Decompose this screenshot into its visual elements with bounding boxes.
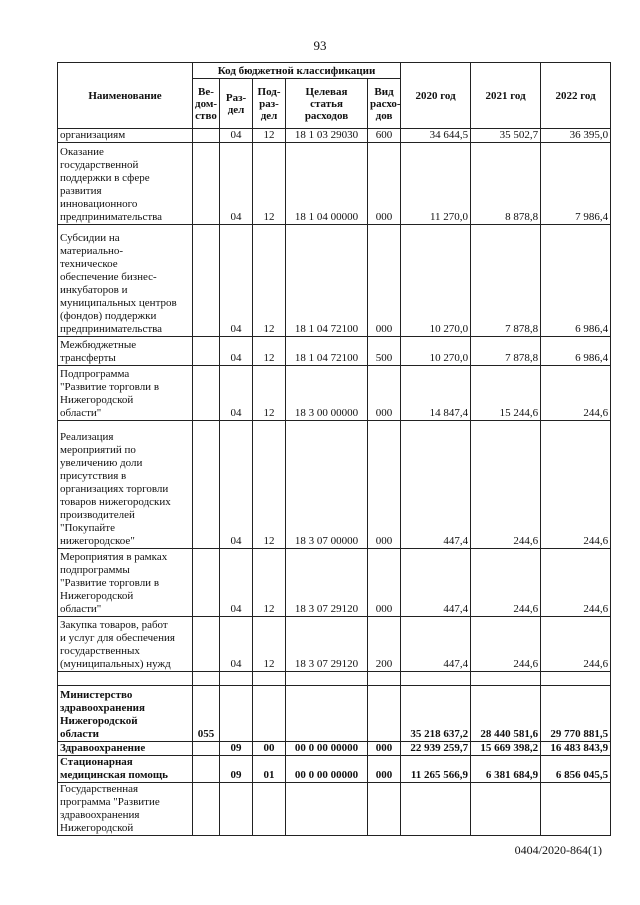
cell-target: 18 3 00 00000 <box>286 366 368 421</box>
cell-razdel: 04 <box>220 337 253 366</box>
cell-podrazdel: 01 <box>253 756 286 783</box>
cell-ved <box>193 783 220 836</box>
cell-podrazdel: 00 <box>253 742 286 756</box>
cell-y2022: 29 770 881,5 <box>541 686 611 742</box>
cell-podrazdel: 12 <box>253 337 286 366</box>
document-code: 0404/2020-864(1) <box>514 843 602 857</box>
cell-ved <box>193 421 220 549</box>
cell-y2022: 16 483 843,9 <box>541 742 611 756</box>
cell-razdel <box>220 686 253 742</box>
cell-razdel: 04 <box>220 366 253 421</box>
cell-name: Государственная программа "Развитие здравоохранения Нижегородской <box>58 783 193 836</box>
header-2021: 2021 год <box>471 63 541 129</box>
cell-podrazdel <box>253 672 286 686</box>
cell-y2021 <box>471 672 541 686</box>
cell-y2020 <box>401 783 471 836</box>
cell-podrazdel: 12 <box>253 617 286 672</box>
cell-vid <box>368 686 401 742</box>
cell-name: Оказание государственной поддержки в сфере развития инновационного предпринимательства <box>58 143 193 225</box>
cell-vid: 000 <box>368 143 401 225</box>
cell-target: 18 1 04 72100 <box>286 337 368 366</box>
header-podrazdel: Под- раз- дел <box>253 79 286 129</box>
header-target: Целевая статья расходов <box>286 79 368 129</box>
table-row <box>58 686 611 742</box>
cell-y2020: 447,4 <box>401 617 471 672</box>
cell-razdel: 04 <box>220 225 253 337</box>
cell-y2022: 6 856 045,5 <box>541 756 611 783</box>
header-2022: 2022 год <box>541 63 611 129</box>
cell-vid: 000 <box>368 421 401 549</box>
cell-y2022: 7 986,4 <box>541 143 611 225</box>
header-ved: Ве- дом- ство <box>193 79 220 129</box>
cell-y2021: 8 878,8 <box>471 143 541 225</box>
table-row <box>58 225 611 337</box>
header-vid: Вид расхо- дов <box>368 79 401 129</box>
cell-vid: 000 <box>368 549 401 617</box>
cell-y2020: 447,4 <box>401 549 471 617</box>
cell-target: 18 1 04 72100 <box>286 225 368 337</box>
table-row <box>58 337 611 366</box>
cell-podrazdel: 12 <box>253 549 286 617</box>
cell-ved <box>193 366 220 421</box>
cell-name <box>58 672 193 686</box>
cell-name: Межбюджетные трансферты <box>58 337 193 366</box>
cell-podrazdel <box>253 686 286 742</box>
cell-name: Подпрограмма "Развитие торговли в Нижегородской области" <box>58 366 193 421</box>
cell-target: 00 0 00 00000 <box>286 742 368 756</box>
cell-podrazdel: 12 <box>253 225 286 337</box>
cell-y2021: 35 502,7 <box>471 129 541 143</box>
cell-y2021: 7 878,8 <box>471 337 541 366</box>
cell-name: Министерство здравоохранения Нижегородской области <box>58 686 193 742</box>
page-number: 93 <box>313 38 327 53</box>
header-2020: 2020 год <box>401 63 471 129</box>
cell-y2020: 35 218 637,2 <box>401 686 471 742</box>
cell-y2022: 36 395,0 <box>541 129 611 143</box>
cell-y2021: 28 440 581,6 <box>471 686 541 742</box>
header-classification-code: Код бюджетной классификации <box>193 63 401 79</box>
cell-ved <box>193 672 220 686</box>
cell-razdel <box>220 672 253 686</box>
cell-vid: 000 <box>368 366 401 421</box>
cell-y2020: 10 270,0 <box>401 225 471 337</box>
table-row <box>58 421 611 549</box>
cell-razdel: 04 <box>220 549 253 617</box>
table-row <box>58 549 611 617</box>
cell-vid: 500 <box>368 337 401 366</box>
cell-y2022: 244,6 <box>541 366 611 421</box>
table-row <box>58 129 611 143</box>
cell-y2020 <box>401 672 471 686</box>
cell-vid <box>368 672 401 686</box>
cell-y2021: 7 878,8 <box>471 225 541 337</box>
cell-ved <box>193 129 220 143</box>
cell-y2021: 15 669 398,2 <box>471 742 541 756</box>
table-row <box>58 756 611 783</box>
cell-razdel <box>220 783 253 836</box>
cell-y2021: 244,6 <box>471 617 541 672</box>
cell-razdel: 04 <box>220 421 253 549</box>
cell-name: Здравоохранение <box>58 742 193 756</box>
cell-ved <box>193 337 220 366</box>
cell-y2020: 447,4 <box>401 421 471 549</box>
cell-y2021: 15 244,6 <box>471 366 541 421</box>
cell-y2020: 14 847,4 <box>401 366 471 421</box>
cell-target: 18 3 07 29120 <box>286 617 368 672</box>
cell-name: организациям <box>58 129 193 143</box>
cell-podrazdel <box>253 783 286 836</box>
cell-y2022 <box>541 672 611 686</box>
table-row <box>58 366 611 421</box>
table-row <box>58 783 611 836</box>
cell-y2021: 244,6 <box>471 421 541 549</box>
header-name: Наименование <box>58 63 193 129</box>
cell-y2022: 6 986,4 <box>541 225 611 337</box>
cell-y2020: 22 939 259,7 <box>401 742 471 756</box>
cell-target: 18 1 03 29030 <box>286 129 368 143</box>
cell-razdel: 09 <box>220 742 253 756</box>
cell-ved: 055 <box>193 686 220 742</box>
cell-name: Реализация мероприятий по увеличению доли присутствия в организациях торговли товаров нижегородских производителей "Покупайте нижегородское" <box>58 421 193 549</box>
cell-podrazdel: 12 <box>253 129 286 143</box>
cell-target <box>286 783 368 836</box>
cell-y2022: 6 986,4 <box>541 337 611 366</box>
budget-table <box>57 62 611 836</box>
cell-ved <box>193 756 220 783</box>
cell-razdel: 04 <box>220 143 253 225</box>
cell-name: Субсидии на материально- техническое обеспечение бизнес- инкубаторов и муниципальных центров (фондов) поддержки предпринимательства <box>58 225 193 337</box>
cell-vid: 000 <box>368 742 401 756</box>
cell-y2020: 11 270,0 <box>401 143 471 225</box>
cell-y2021 <box>471 783 541 836</box>
cell-podrazdel: 12 <box>253 143 286 225</box>
table-row <box>58 617 611 672</box>
cell-podrazdel: 12 <box>253 366 286 421</box>
cell-y2022 <box>541 783 611 836</box>
cell-target: 18 1 04 00000 <box>286 143 368 225</box>
cell-target: 18 3 07 29120 <box>286 549 368 617</box>
cell-razdel: 09 <box>220 756 253 783</box>
table-row <box>58 672 611 686</box>
cell-target: 00 0 00 00000 <box>286 756 368 783</box>
header-razdel: Раз- дел <box>220 79 253 129</box>
table-row <box>58 742 611 756</box>
cell-vid <box>368 783 401 836</box>
cell-podrazdel: 12 <box>253 421 286 549</box>
cell-y2020: 11 265 566,9 <box>401 756 471 783</box>
cell-vid: 000 <box>368 756 401 783</box>
cell-vid: 200 <box>368 617 401 672</box>
cell-y2022: 244,6 <box>541 617 611 672</box>
cell-target <box>286 672 368 686</box>
cell-target <box>286 686 368 742</box>
cell-ved <box>193 549 220 617</box>
cell-y2021: 244,6 <box>471 549 541 617</box>
table-row <box>58 143 611 225</box>
cell-name: Мероприятия в рамках подпрограммы "Развитие торговли в Нижегородской области" <box>58 549 193 617</box>
cell-ved <box>193 143 220 225</box>
cell-ved <box>193 225 220 337</box>
cell-target: 18 3 07 00000 <box>286 421 368 549</box>
cell-razdel: 04 <box>220 129 253 143</box>
cell-y2021: 6 381 684,9 <box>471 756 541 783</box>
cell-vid: 600 <box>368 129 401 143</box>
cell-razdel: 04 <box>220 617 253 672</box>
cell-name: Закупка товаров, работ и услуг для обеспечения государственных (муниципальных) нужд <box>58 617 193 672</box>
cell-name: Стационарная медицинская помощь <box>58 756 193 783</box>
cell-y2020: 34 644,5 <box>401 129 471 143</box>
cell-y2022: 244,6 <box>541 549 611 617</box>
cell-y2022: 244,6 <box>541 421 611 549</box>
cell-ved <box>193 742 220 756</box>
cell-vid: 000 <box>368 225 401 337</box>
cell-ved <box>193 617 220 672</box>
cell-y2020: 10 270,0 <box>401 337 471 366</box>
